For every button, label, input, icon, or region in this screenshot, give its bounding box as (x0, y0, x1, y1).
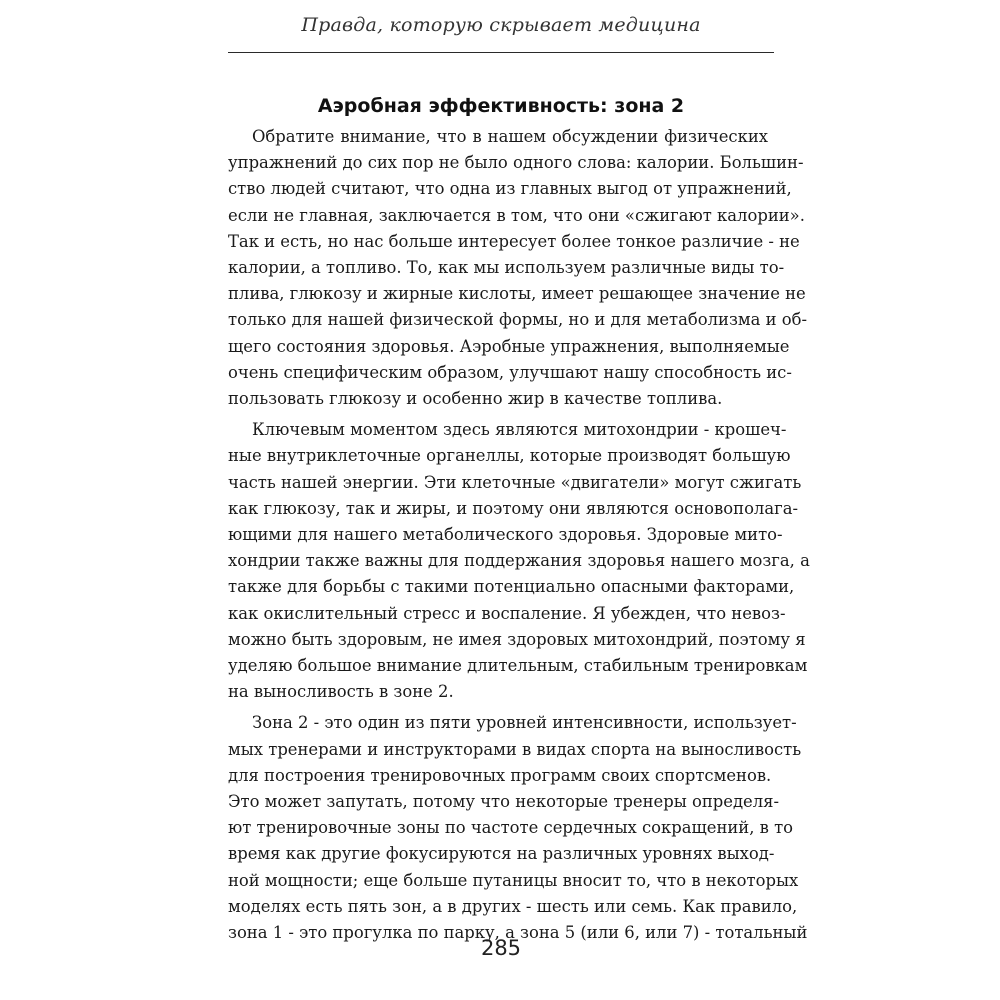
text-line: очень специфическим образом, улучшают нашу способность ис- (228, 362, 792, 382)
text-line: Зона 2 - это один из пяти уровней интенсивности, использует- (252, 713, 797, 733)
text-line: ют тренировочные зоны по частоте сердечных сокращений, в то (228, 818, 794, 838)
text-line: для построения тренировочных программ своих спортсменов. (228, 765, 772, 785)
text-line: упражнений до сих пор не было одного слова: калории. Большин- (228, 153, 804, 173)
paragraph (228, 124, 808, 412)
text-line: ной мощности; еще больше путаницы вносит то, что в некоторых (228, 870, 799, 890)
text-line: моделях есть пять зон, а в других - шесть или семь. Как правило, (228, 896, 798, 916)
text-line: Так и есть, но нас больше интересует более тонкое различие - не (228, 231, 800, 251)
body-text (228, 124, 810, 946)
paragraph (228, 710, 808, 946)
paragraph (228, 417, 810, 705)
text-line: пользовать глюкозу и особенно жир в качестве топлива. (228, 389, 723, 409)
text-line: зона 1 - это прогулка по парку, а зона 5 (или 6, или 7) - тотальный (228, 923, 808, 943)
text-line: Обратите внимание, что в нашем обсуждении физических (252, 127, 768, 146)
text-line: ные внутриклеточные органеллы, которые производят большую (228, 446, 791, 466)
running-head-title: Правда, которую скрывает медицина (301, 14, 701, 36)
text-line: также для борьбы с такими потенциально опасными факторами, (228, 577, 795, 597)
text-line: щего состояния здоровья. Аэробные упражнения, выполняемые (228, 336, 790, 356)
text-line: часть нашей энергии. Эти клеточные «двигатели» могут сжигать (228, 472, 802, 492)
text-line: время как другие фокусируются на различных уровнях выход- (228, 844, 775, 864)
text-line: на выносливость в зоне 2. (228, 682, 454, 702)
text-line: ство людей считают, что одна из главных выгод от упражнений, (228, 179, 792, 199)
header-rule (228, 52, 774, 53)
text-line: уделяю большое внимание длительным, стабильным тренировкам (228, 656, 808, 676)
text-line: мых тренерами и инструкторами в видах спорта на выносливость (228, 739, 802, 759)
text-line: хондрии также важны для поддержания здоровья нашего мозга, а (228, 551, 810, 571)
text-line: плива, глюкозу и жирные кислоты, имеет решающее значение не (228, 284, 806, 304)
text-line: как окислительный стресс и воспаление. Я убежден, что невоз- (228, 603, 786, 623)
page-number: 285 (480, 936, 522, 960)
text-line: только для нашей физической формы, но и для метаболизма и об- (228, 310, 808, 330)
text-line: калории, а топливо. То, как мы используем различные виды то- (228, 258, 785, 278)
section-title: Аэробная эффективность: зона 2 (317, 95, 685, 117)
text-line: как глюкозу, так и жиры, и поэтому они являются основополага- (228, 498, 799, 518)
text-line: можно быть здоровым, не имея здоровых митохондрий, поэтому я (228, 629, 806, 649)
text-line: если не главная, заключается в том, что они «сжигают калории». (228, 205, 805, 225)
text-line: ющими для нашего метаболического здоровья. Здоровые мито- (228, 525, 783, 545)
text-line: Это может запутать, потому что некоторые тренеры определя- (228, 792, 780, 812)
text-line: Ключевым моментом здесь являются митохондрии - крошеч- (252, 420, 787, 440)
